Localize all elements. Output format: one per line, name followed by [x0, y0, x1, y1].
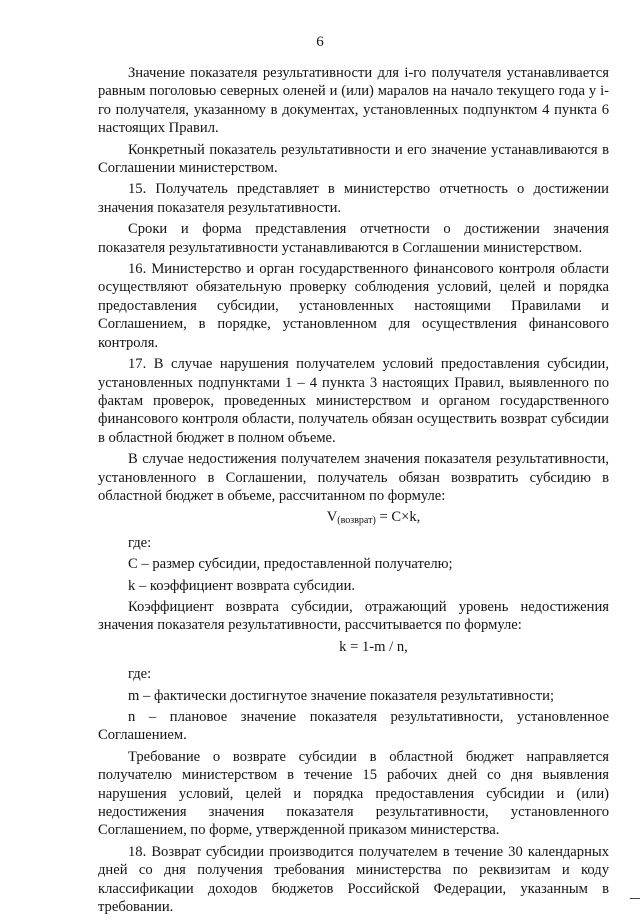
formula-coefficient: k = 1-m / n, [339, 638, 408, 655]
where-label-1: где: [128, 534, 152, 551]
paragraph-18-refund: 18. Возврат субсидии производится получателем в течение 30 календарных дней со дня получения требования министерства по реквизитам и коду классификации доходов бюджетов Российской Федерации, указанным в требовании. [98, 843, 609, 916]
paragraph-underachievement: В случае недостижения получателем значения показателя результативности, установленного в Соглашении, получатель обязан возвратить субсидию в областной бюджет в объеме, рассчитанном по формуле: [98, 451, 609, 504]
paragraph-coefficient: Коэффициент возврата субсидии, отражающий уровень недостижения значения показателя результативности, рассчитывается по формуле: [98, 598, 609, 634]
paragraph-17-violation: 17. В случае нарушения получателем условий предоставления субсидии, установленных подпунктами 1 – 4 пункта 3 настоящих Правил, выявленного по фактам проверок, проведенных министерством и органом государственного финансового контроля области, получатель обязан осуществить возврат субсидии в областной бюджет в полном объеме. [98, 356, 609, 446]
definition-m: m – фактически достигнутое значение показателя результативности; [128, 687, 555, 704]
definition-k: k – коэффициент возврата субсидии. [128, 577, 356, 594]
paragraph-15-reporting: 15. Получатель представляет в министерство отчетность о достижении значения показателя результативности. [98, 181, 609, 216]
formula-refund-lhs: V [326, 509, 338, 526]
paragraph-indicator-value: Значение показателя результативности для i-го получателя устанавливается равным поголовью северных оленей и (или) маралов на начало текущего года у i-го получателя, указанному в документах, установленных подпунктом 4 пункта 6 настоящих Правил. [98, 65, 609, 137]
document-body [98, 64, 609, 919]
formula-refund [98, 508, 609, 530]
paragraph-16-control: 16. Министерство и орган государственного финансового контроля области осуществляют обязательную проверку соблюдения условий, целей и порядка предоставления субсидии, установленных настоящими Правилами и Соглашением, в порядке, установленном для осуществления финансового контроля. [98, 261, 609, 351]
scan-edge-line [630, 898, 640, 905]
paragraph-reporting-terms: Сроки и форма представления отчетности о достижении значения показателя результативности устанавливаются в Соглашении министерством. [98, 221, 609, 256]
formula-refund-subscript: (возврат) [337, 515, 376, 527]
paragraph-refund-request: Требование о возврате субсидии в областной бюджет направляется получателю министерством в течение 15 рабочих дней со дня выявления нарушения условий, целей и порядка предоставления субсидии и (или) недостижения значения показателя результативности, установленного Соглашением, по форме, утвержденной приказом министерства. [98, 748, 609, 839]
paragraph-indicator-agreement: Конкретный показатель результативности и его значение устанавливаются в Соглашении министерством. [98, 141, 609, 177]
page-number: 6 [316, 34, 324, 50]
definition-c: C – размер субсидии, предоставленной получателю; [128, 556, 453, 573]
definition-n: n – плановое значение показателя результативности, установленное Соглашением. [98, 709, 609, 744]
formula-refund-rhs: = C×k, [375, 509, 421, 526]
where-label-2: где: [128, 666, 152, 683]
